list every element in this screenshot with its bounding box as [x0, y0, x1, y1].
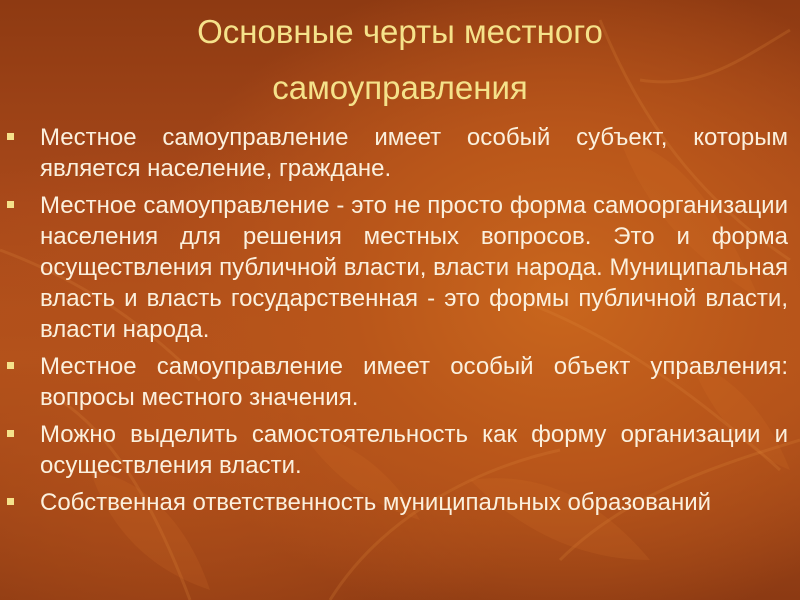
- square-bullet-icon: [7, 362, 14, 369]
- bullet-list: [0, 122, 800, 524]
- bullet-text: Местное самоуправление имеет особый субъект, которым является население, граждане.: [40, 124, 788, 182]
- bullet-item: [0, 419, 800, 481]
- slide-title-line-2: самоуправления: [272, 69, 528, 106]
- bullet-text: Можно выделить самостоятельность как форму организации и осуществления власти.: [40, 421, 788, 479]
- bullet-text: Местное самоуправление - это не просто форма самоорганизации населения для решения местных вопросов. Это и форма осуществления публичной власти, власти народа. Муниципальная власть и власть государственная - это формы публичной власти, власти народа.: [40, 192, 788, 343]
- bullet-item: [0, 122, 800, 184]
- square-bullet-icon: [7, 201, 14, 208]
- bullet-text: Собственная ответственность муниципальных образований: [40, 489, 712, 516]
- bullet-item: [0, 487, 800, 518]
- bullet-text: Местное самоуправление имеет особый объект управления: вопросы местного значения.: [40, 353, 788, 411]
- square-bullet-icon: [7, 430, 14, 437]
- square-bullet-icon: [7, 133, 14, 140]
- square-bullet-icon: [7, 498, 14, 505]
- slide-title: [0, 4, 800, 116]
- bullet-item: [0, 351, 800, 413]
- slide-title-line-1: Основные черты местного: [197, 13, 603, 50]
- bullet-item: [0, 190, 800, 345]
